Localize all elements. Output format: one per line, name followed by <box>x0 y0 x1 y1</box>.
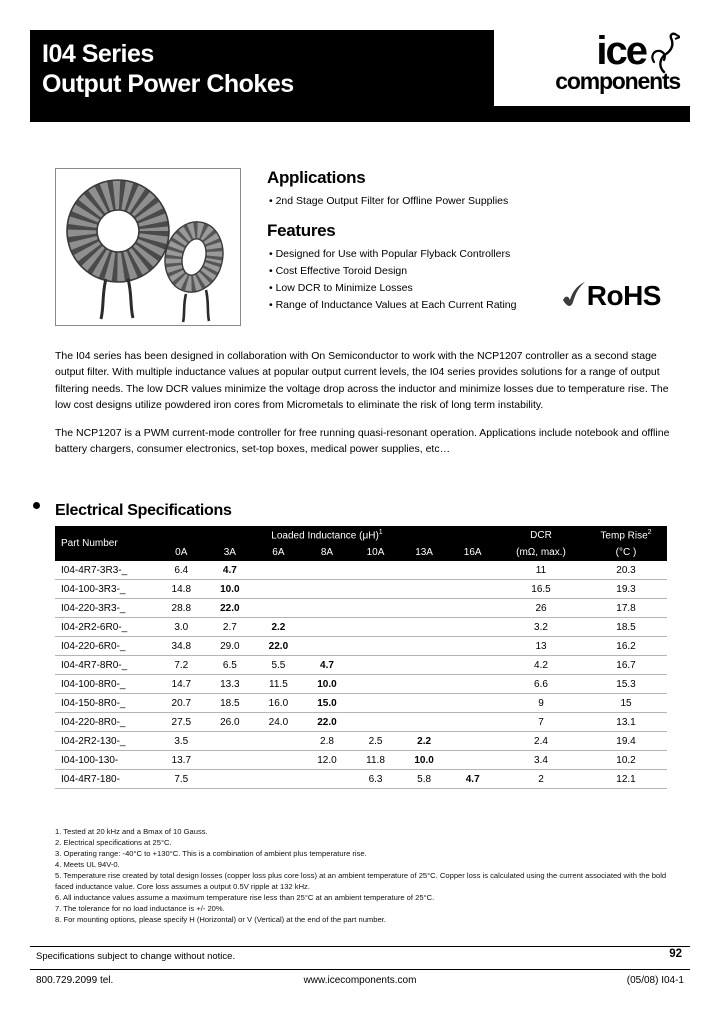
table-cell <box>254 599 303 618</box>
footnote-line: 6. All inductance values assume a maximum temperature rise less than 25°C at an ambient temperature of 25°C. <box>55 893 435 902</box>
table-cell <box>254 732 303 751</box>
table-cell: 28.8 <box>171 602 192 614</box>
table-row <box>55 770 667 789</box>
table-cell <box>351 618 400 637</box>
col-header-13a: 13A <box>400 544 449 561</box>
table-row <box>55 732 667 751</box>
col-header-temp-unit: (°C ) <box>585 544 667 561</box>
table-cell: I04-100-130- <box>61 754 119 766</box>
table-cell: 2.2 <box>271 621 286 633</box>
table-row <box>55 656 667 675</box>
table-row <box>55 561 667 580</box>
col-header-part-number: Part Number <box>55 526 157 561</box>
col-header-3a: 3A <box>206 544 255 561</box>
table-cell <box>351 637 400 656</box>
footnotes <box>55 826 678 925</box>
table-cell: 13.7 <box>171 754 192 766</box>
table-cell <box>448 751 497 770</box>
features-heading: Features <box>267 221 336 240</box>
table-cell: 16.7 <box>616 659 636 671</box>
table-cell <box>400 656 449 675</box>
table-cell: 14.7 <box>171 678 192 690</box>
col-header-8a: 8A <box>303 544 352 561</box>
table-row <box>55 713 667 732</box>
table-cell <box>206 751 255 770</box>
table-cell: 20.7 <box>171 697 192 709</box>
table-cell: 13.1 <box>616 716 636 728</box>
table-cell: 22.0 <box>268 640 289 652</box>
table-cell <box>400 713 449 732</box>
table-cell <box>303 618 352 637</box>
col-header-loaded-inductance <box>157 526 497 544</box>
table-cell: 2 <box>538 773 544 785</box>
table-cell: 6.3 <box>368 773 383 785</box>
logo-ice-text: ice <box>596 29 646 73</box>
footnote-line: 5. Temperature rise created by total design losses (copper loss plus core loss) at an ambient temperature of 25°C. Copper loss is calculated using the current associated with the bold faced inductance value. Core loss assumes a output 0.5V ripple at 132 kHz. <box>55 871 667 891</box>
table-cell <box>448 618 497 637</box>
logo-components-text: components <box>555 68 680 94</box>
description-para-1: The I04 series has been designed in collaboration with On Semiconductor to work with the NCP1207 controller as a second stage output filter. With multiple inductance values at popular output current levels, the I04 series provides solutions for a range of output filtering needs. The low DCR values minimize the voltage drop across the inductor and minimize losses due to temperature rise. The low cost designs utilize powdered iron cores from Micrometals to eliminate the risk of long term instability. <box>55 350 669 411</box>
applications-list <box>269 195 665 207</box>
footnote-line: 2. Electrical specifications at 25°C. <box>55 838 172 847</box>
table-cell: 5.5 <box>271 659 286 671</box>
table-cell: 19.3 <box>616 583 636 595</box>
table-cell: 16.5 <box>531 583 551 595</box>
table-cell: I04-220-6R0-_ <box>61 640 126 652</box>
table-cell: I04-220-8R0-_ <box>61 716 126 728</box>
table-row <box>55 580 667 599</box>
footer-rule-bottom <box>30 969 690 970</box>
table-cell: 7 <box>538 716 544 728</box>
table-cell <box>351 580 400 599</box>
table-cell <box>206 732 255 751</box>
table-cell <box>448 732 497 751</box>
table-cell: 3.4 <box>534 754 548 766</box>
table-cell: 29.0 <box>220 640 240 652</box>
table-cell: I04-2R2-130-_ <box>61 735 126 747</box>
title-line-2: Output Power Chokes <box>42 69 294 98</box>
table-cell: 4.2 <box>534 659 548 671</box>
footnote-line: 4. Meets UL 94V-0. <box>55 860 120 869</box>
table-cell: 13.3 <box>220 678 240 690</box>
footer-doc-code: (05/08) I04-1 <box>626 975 684 986</box>
col-header-16a: 16A <box>448 544 497 561</box>
table-cell: 11 <box>535 564 547 576</box>
title-bar <box>30 30 690 122</box>
table-cell: 22.0 <box>220 602 240 614</box>
rohs-leaf-icon <box>561 281 585 311</box>
table-row <box>55 599 667 618</box>
table-cell: 18.5 <box>616 621 636 633</box>
table-cell <box>448 637 497 656</box>
intro-section <box>55 168 665 330</box>
table-cell: 14.8 <box>171 583 192 595</box>
table-cell: I04-4R7-3R3-_ <box>61 564 128 576</box>
table-row <box>55 637 667 656</box>
rohs-label: RoHS <box>586 280 661 311</box>
table-cell: 3.0 <box>174 621 189 633</box>
table-cell <box>448 694 497 713</box>
toroid-chokes-image <box>56 169 240 325</box>
table-cell <box>303 580 352 599</box>
table-cell: 17.8 <box>616 602 636 614</box>
table-cell: 15 <box>620 697 632 709</box>
table-cell <box>254 751 303 770</box>
table-cell: 22.0 <box>317 716 337 728</box>
product-photo <box>55 168 241 326</box>
table-cell: 16.2 <box>616 640 636 652</box>
table-cell <box>400 599 449 618</box>
footer-phone: 800.729.2099 tel. <box>36 975 114 986</box>
table-cell: 11.8 <box>366 754 385 766</box>
table-cell <box>254 580 303 599</box>
table-cell: 9 <box>538 697 544 709</box>
table-cell: 2.5 <box>368 735 383 747</box>
table-cell <box>400 580 449 599</box>
table-cell: I04-100-8R0-_ <box>61 678 126 690</box>
table-row <box>55 675 667 694</box>
table-cell: 5.8 <box>417 773 432 785</box>
table-cell: 7.2 <box>174 659 189 671</box>
description-para-2: The NCP1207 is a PWM current-mode controller for free running quasi-resonant operation. Applications include notebook and offline battery chargers, consumer electronics, set-top boxes, medical power supplies, etc… <box>55 427 670 456</box>
table-cell <box>254 561 303 580</box>
table-cell: I04-2R2-6R0-_ <box>61 621 128 633</box>
table-cell: 26.0 <box>220 716 240 728</box>
table-cell: 2.2 <box>417 735 432 747</box>
table-cell <box>351 675 400 694</box>
table-cell: 3.5 <box>174 735 189 747</box>
table-cell <box>351 694 400 713</box>
col-header-10a: 10A <box>351 544 400 561</box>
table-cell: 16.0 <box>268 697 289 709</box>
table-cell: 6.6 <box>534 678 548 690</box>
table-cell <box>351 656 400 675</box>
footer-row <box>36 975 684 986</box>
col-header-0a: 0A <box>157 544 206 561</box>
table-cell: I04-100-3R3-_ <box>61 583 126 595</box>
description-section <box>55 348 672 470</box>
bullet-item: • Low DCR to Minimize Losses <box>269 282 665 294</box>
table-cell: 27.5 <box>171 716 192 728</box>
table-cell <box>254 770 303 789</box>
table-cell: I04-4R7-180- <box>61 773 120 785</box>
footnote-line: 8. For mounting options, please specify H (Horizontal) or V (Vertical) at the end of the part number. <box>55 915 386 924</box>
table-cell <box>303 637 352 656</box>
table-cell: 15.3 <box>616 678 636 690</box>
page-number: 92 <box>669 948 682 960</box>
table-cell <box>400 675 449 694</box>
table-cell <box>400 618 449 637</box>
table-cell: 6.5 <box>222 659 237 671</box>
table-cell: 18.5 <box>220 697 240 709</box>
bullet-item: • Designed for Use with Popular Flyback Controllers <box>269 248 665 260</box>
table-cell: 6.4 <box>174 564 189 576</box>
table-cell <box>303 561 352 580</box>
col-header-dcr-unit: (mΩ, max.) <box>497 544 585 561</box>
table-body <box>55 561 667 789</box>
table-header <box>55 526 667 561</box>
applications-heading: Applications <box>267 168 366 187</box>
rohs-mark <box>561 280 661 312</box>
table-cell: 4.7 <box>320 659 334 671</box>
table-cell <box>206 770 255 789</box>
table-cell: 13 <box>535 640 547 652</box>
table-cell: I04-150-8R0-_ <box>61 697 126 709</box>
table-cell <box>448 713 497 732</box>
section-bullet-dot <box>33 502 40 509</box>
footnote-line: 3. Operating range: -40°C to +130°C. This is a combination of ambient plus temperature rise. <box>55 849 367 858</box>
table-cell: I04-220-3R3-_ <box>61 602 126 614</box>
loaded-inductance-label: Loaded Inductance (μH) <box>271 530 379 542</box>
table-cell <box>448 561 497 580</box>
table-cell: 10.0 <box>220 583 240 595</box>
table-cell <box>448 656 497 675</box>
disclaimer-text: Specifications subject to change without notice. <box>36 951 236 962</box>
footnote-line: 1. Tested at 20 kHz and a Bmax of 10 Gauss. <box>55 827 208 836</box>
table-cell: 4.7 <box>465 773 480 785</box>
footer-website: www.icecomponents.com <box>303 975 417 986</box>
table-cell <box>303 770 352 789</box>
loaded-inductance-footnote-ref: 1 <box>378 529 383 536</box>
table-cell: 19.4 <box>616 735 636 747</box>
table-cell: 34.8 <box>171 640 192 652</box>
bullet-item: • Range of Inductance Values at Each Current Rating <box>269 299 665 311</box>
table-cell: 4.7 <box>222 564 237 576</box>
table-cell <box>448 599 497 618</box>
table-cell <box>400 694 449 713</box>
bullet-item: • 2nd Stage Output Filter for Offline Power Supplies <box>269 195 665 207</box>
table-cell: 10.2 <box>616 754 636 766</box>
specifications-table <box>55 526 667 789</box>
table-cell: 20.3 <box>616 564 636 576</box>
table-cell: 3.2 <box>534 621 548 633</box>
table-cell: 26 <box>535 602 547 614</box>
table-cell: 24.0 <box>268 716 289 728</box>
title-line-1: I04 Series <box>42 40 154 68</box>
table-cell: 2.8 <box>320 735 334 747</box>
table-cell <box>448 675 497 694</box>
table-cell: 12.0 <box>317 754 337 766</box>
col-header-6a: 6A <box>254 544 303 561</box>
table-cell: 2.7 <box>222 621 237 633</box>
table-cell: 7.5 <box>174 773 189 785</box>
table-cell <box>400 637 449 656</box>
temp-rise-footnote-ref: 2 <box>647 529 652 536</box>
table-cell: 2.4 <box>534 735 548 747</box>
table-cell: I04-4R7-8R0-_ <box>61 659 128 671</box>
table-cell <box>351 599 400 618</box>
footer-rule-top <box>30 946 690 947</box>
electrical-specifications-section <box>55 502 680 789</box>
table-cell: 10.0 <box>414 754 434 766</box>
table-row <box>55 618 667 637</box>
table-cell <box>303 599 352 618</box>
col-header-temp-rise <box>585 526 667 544</box>
electrical-specifications-heading: Electrical Specifications <box>55 502 232 519</box>
table-cell <box>400 561 449 580</box>
table-cell <box>351 713 400 732</box>
table-cell: 11.5 <box>269 678 288 690</box>
table-cell <box>448 580 497 599</box>
table-cell: 15.0 <box>317 697 337 709</box>
table-cell: 10.0 <box>317 678 337 690</box>
table-cell <box>351 561 400 580</box>
temp-rise-label: Temp Rise <box>600 530 648 542</box>
table-row <box>55 751 667 770</box>
table-row <box>55 694 667 713</box>
table-cell: 12.1 <box>616 773 636 785</box>
bullet-item: • Cost Effective Toroid Design <box>269 265 665 277</box>
footnote-line: 7. The tolerance for no load inductance is +/- 20%. <box>55 904 225 913</box>
col-header-dcr: DCR <box>497 526 585 544</box>
company-logo <box>494 30 690 106</box>
